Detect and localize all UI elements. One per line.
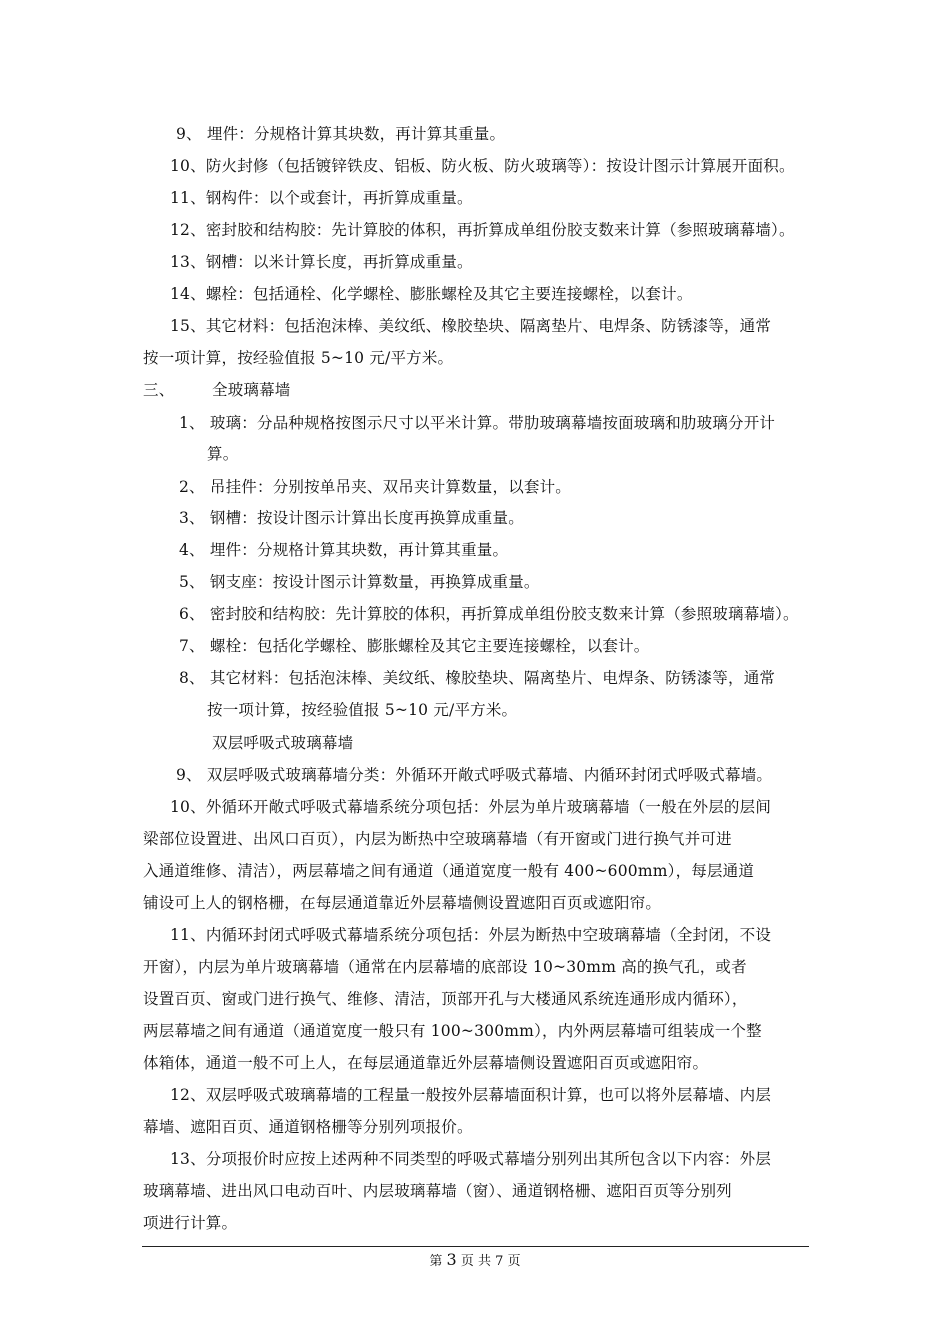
s3-item-3-steel-channel: 3、 钢槽：按设计图示计算出长度再换算成重量。 bbox=[179, 509, 524, 527]
section-3-number: 三、 bbox=[143, 381, 175, 399]
item-12-sealant: 12、密封胶和结构胶：先计算胶的体积，再折算成单组份胶支数来计算（参照玻璃幕墙）。 bbox=[170, 221, 795, 239]
s3-item-8-continuation: 按一项计算，按经验值报 5~10 元/平方米。 bbox=[207, 701, 518, 719]
item-15-continuation: 按一项计算，按经验值报 5~10 元/平方米。 bbox=[143, 349, 454, 367]
double-item-13-line-2: 玻璃幕墙、进出风口电动百叶、内层玻璃幕墙（窗）、通道钢格栅、遮阳百页等分别列 bbox=[143, 1182, 732, 1200]
section-3-title: 全玻璃幕墙 bbox=[212, 381, 291, 399]
item-15-other-materials: 15、其它材料：包括泡沫棒、美纹纸、橡胶垫块、隔离垫片、电焊条、防锈漆等，通常 bbox=[170, 317, 772, 335]
total-page-count: 7 bbox=[495, 1254, 504, 1269]
double-item-10-line-2: 梁部位设置进、出风口百页），内层为断热中空玻璃幕墙（有开窗或门进行换气并可进 bbox=[143, 830, 732, 848]
footer-middle: 页 共 bbox=[460, 1254, 492, 1269]
s3-item-1-continuation: 算。 bbox=[207, 445, 239, 463]
double-item-10-line-3: 入通道维修、清洁），两层幕墙之间有通道（通道宽度一般有 400~600mm），每层通道 bbox=[143, 862, 755, 880]
double-item-11-line-2: 开窗），内层为单片玻璃幕墙（通常在内层幕墙的底部设 10~30mm 高的换气孔，或者 bbox=[143, 958, 747, 976]
s3-item-1-glass: 1、 玻璃：分品种规格按图示尺寸以平米计算。带肋玻璃幕墙按面玻璃和肋玻璃分开计 bbox=[179, 414, 776, 432]
double-item-11-line-3: 设置百页、窗或门进行换气、维修、清洁，顶部开孔与大楼通风系统连通形成内循环）， bbox=[143, 990, 748, 1008]
current-page-number: 3 bbox=[446, 1250, 457, 1269]
double-item-10-open-system: 10、外循环开敞式呼吸式幕墙系统分项包括：外层为单片玻璃幕墙（一般在外层的层间 bbox=[170, 798, 772, 816]
item-10-fireproof-sealing: 10、防火封修（包括镀锌铁皮、铝板、防火板、防火玻璃等）：按设计图示计算展开面积。 bbox=[170, 157, 795, 175]
double-item-13-pricing: 13、分项报价时应按上述两种不同类型的呼吸式幕墙分别列出其所包含以下内容：外层 bbox=[170, 1150, 772, 1168]
double-item-11-closed-system: 11、内循环封闭式呼吸式幕墙系统分项包括：外层为断热中空玻璃幕墙（全封闭，不设 bbox=[170, 926, 772, 944]
s3-item-4-embedded-parts: 4、 埋件：分规格计算其块数，再计算其重量。 bbox=[179, 541, 509, 559]
double-item-10-line-4: 铺设可上人的钢格栅，在每层通道靠近外层幕墙侧设置遮阳百页或遮阳帘。 bbox=[143, 894, 662, 912]
item-14-bolts: 14、螺栓：包括通栓、化学螺栓、膨胀螺栓及其它主要连接螺栓，以套计。 bbox=[170, 285, 693, 303]
double-item-13-line-3: 项进行计算。 bbox=[143, 1214, 238, 1232]
item-11-steel-members: 11、钢构件：以个或套计，再折算成重量。 bbox=[170, 189, 473, 207]
double-item-11-line-4: 两层幕墙之间有通道（通道宽度一般只有 100~300mm），内外两层幕墙可组装成一个整 bbox=[143, 1022, 762, 1040]
footer-divider bbox=[142, 1246, 809, 1247]
footer-suffix: 页 bbox=[507, 1254, 521, 1269]
double-item-11-line-5: 体箱体，通道一般不可上人，在每层通道靠近外层幕墙侧设置遮阳百页或遮阳帘。 bbox=[143, 1054, 709, 1072]
page-footer bbox=[0, 1251, 950, 1271]
double-item-12-line-2: 幕墙、遮阳百页、通道钢格栅等分别列项报价。 bbox=[143, 1118, 473, 1136]
s3-item-8-other-materials: 8、 其它材料：包括泡沫棒、美纹纸、橡胶垫块、隔离垫片、电焊条、防锈漆等，通常 bbox=[179, 669, 776, 687]
double-item-9-classification: 9、 双层呼吸式玻璃幕墙分类：外循环开敞式呼吸式幕墙、内循环封闭式呼吸式幕墙。 bbox=[176, 766, 773, 784]
s3-item-5-steel-support: 5、 钢支座：按设计图示计算数量，再换算成重量。 bbox=[179, 573, 540, 591]
item-9-embedded-parts: 9、 埋件：分规格计算其块数，再计算其重量。 bbox=[176, 125, 506, 143]
double-item-12-quantity: 12、双层呼吸式玻璃幕墙的工程量一般按外层幕墙面积计算，也可以将外层幕墙、内层 bbox=[170, 1086, 772, 1104]
subsection-title: 双层呼吸式玻璃幕墙 bbox=[212, 734, 354, 752]
s3-item-7-bolts: 7、 螺栓：包括化学螺栓、膨胀螺栓及其它主要连接螺栓，以套计。 bbox=[179, 637, 650, 655]
item-13-steel-channel: 13、钢槽：以米计算长度，再折算成重量。 bbox=[170, 253, 473, 271]
s3-item-6-sealant: 6、 密封胶和结构胶：先计算胶的体积，再折算成单组份胶支数来计算（参照玻璃幕墙）。 bbox=[179, 605, 799, 623]
s3-item-2-hangers: 2、 吊挂件：分别按单吊夹、双吊夹计算数量，以套计。 bbox=[179, 478, 571, 496]
footer-prefix: 第 bbox=[429, 1254, 443, 1269]
